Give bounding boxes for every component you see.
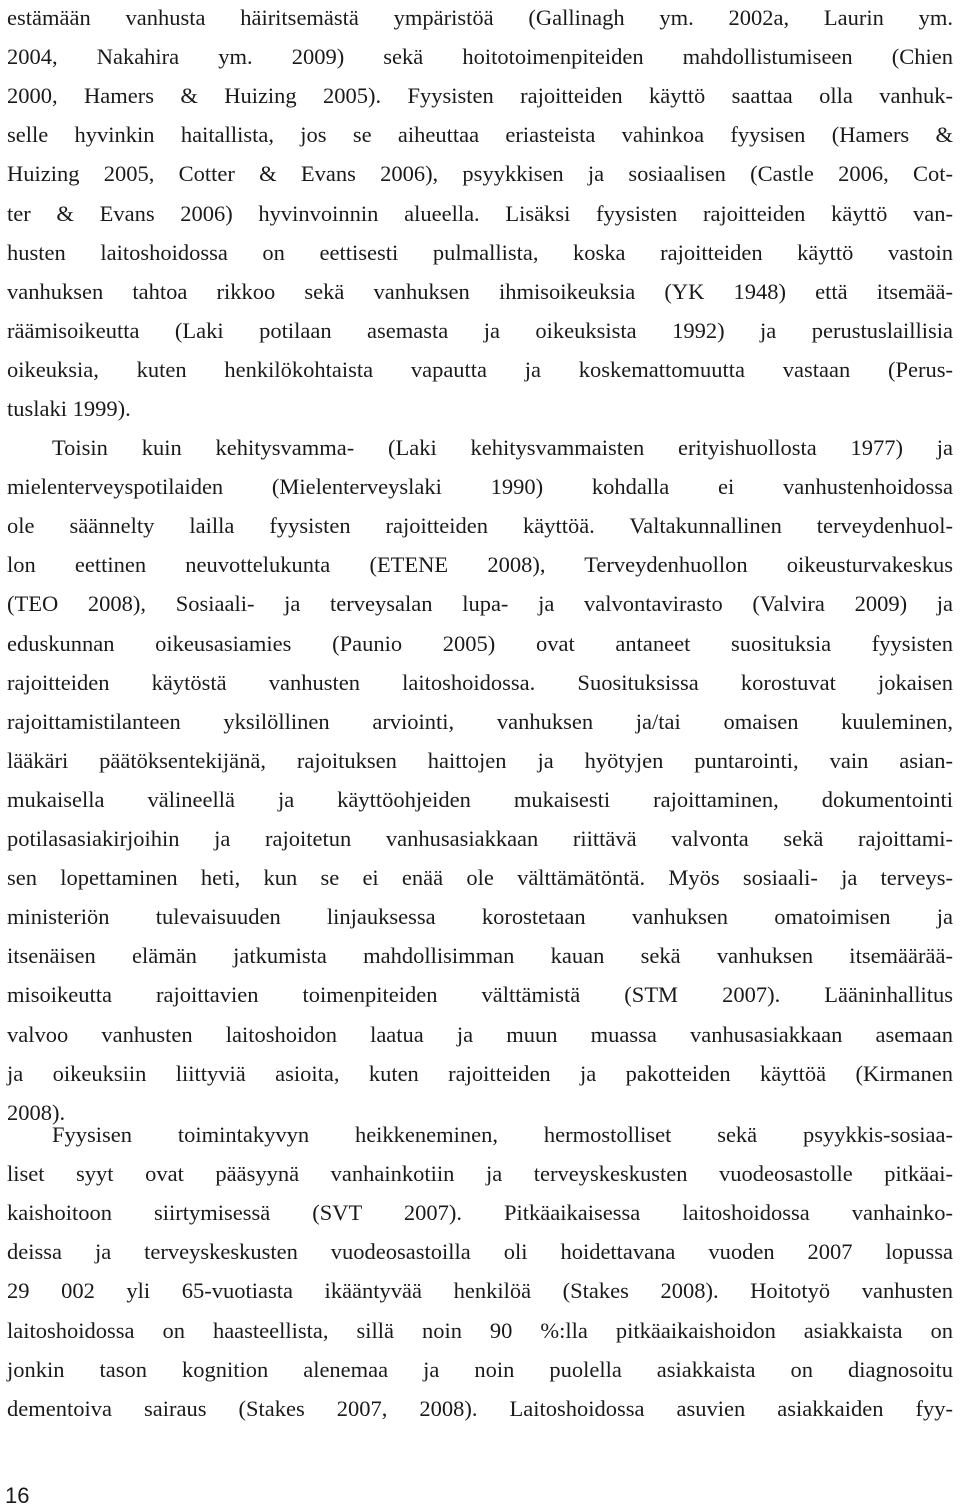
text-line: vanhuksen tahtoa rikkoo sekä vanhuksen ihmisoikeuksia (YK 1948) että itsemää- <box>7 278 953 304</box>
text-line: ter & Evans 2006) hyvinvoinnin alueella. Lisäksi fyysisten rajoitteiden käyttö van- <box>7 200 953 226</box>
text-line: liset syyt ovat pääsyynä vanhainkotiin ja terveyskeskusten vuodeosastolle pitkäai- <box>7 1161 953 1187</box>
text-line: oikeuksia, kuten henkilökohtaista vapautta ja koskemattomuutta vastaan (Perus- <box>7 356 953 382</box>
text-line: lon eettinen neuvottelukunta (ETENE 2008), Terveydenhuollon oikeusturvakeskus <box>7 552 953 578</box>
text-line: jonkin tason kognition alenemaa ja noin puolella asiakkaista on diagnosoitu <box>7 1356 953 1382</box>
text-line: (TEO 2008), Sosiaali- ja terveysalan lupa- ja valvontavirasto (Valvira 2009) ja <box>7 591 953 617</box>
text-line: husten laitoshoidossa on eettisesti pulmallista, koska rajoitteiden käyttö vastoin <box>7 239 953 265</box>
text-line: mukaisella välineellä ja käyttöohjeiden mukaisesti rajoittaminen, dokumentointi <box>7 786 953 812</box>
text-line: sen lopettaminen heti, kun se ei enää ole välttämätöntä. Myös sosiaali- ja terveys- <box>7 865 953 891</box>
text-line: kaishoitoon siirtymisessä (SVT 2007). Pitkäaikaisessa laitoshoidossa vanhainko- <box>7 1200 953 1226</box>
text-line: misoikeutta rajoittavien toimenpiteiden välttämistä (STM 2007). Lääninhallitus <box>7 982 953 1008</box>
text-line: lääkäri päätöksentekijänä, rajoituksen haittojen ja hyötyjen puntarointi, vain asian- <box>7 747 953 773</box>
text-line: selle hyvinkin haitallista, jos se aiheuttaa eriasteista vahinkoa fyysisen (Hamers & <box>7 122 953 148</box>
text-line: tuslaki 1999). <box>7 396 131 421</box>
text-line: Toisin kuin kehitysvamma- (Laki kehitysvammaisten erityishuollosta 1977) ja <box>52 435 953 460</box>
text-line: 2000, Hamers & Huizing 2005). Fyysisten rajoitteiden käyttö saattaa olla vanhuk- <box>7 83 953 109</box>
text-line: 29 002 yli 65-vuotiasta ikääntyvää henkilöä (Stakes 2008). Hoitotyö vanhusten <box>7 1278 953 1304</box>
text-line: estämään vanhusta häiritsemästä ympäristöä (Gallinagh ym. 2002a, Laurin ym. <box>7 5 953 30</box>
text-line: potilasasiakirjoihin ja rajoitetun vanhusasiakkaan riittävä valvonta sekä rajoittami- <box>7 826 953 851</box>
text-line: Fyysisen toimintakyvyn heikkeneminen, hermostolliset sekä psyykkis-sosiaa- <box>52 1122 953 1147</box>
text-line: Huizing 2005, Cotter & Evans 2006), psyykkisen ja sosiaalisen (Castle 2006, Cot- <box>7 161 953 187</box>
text-line: deissa ja terveyskeskusten vuodeosastoilla oli hoidettavana vuoden 2007 lopussa <box>7 1239 953 1265</box>
text-line: räämisoikeutta (Laki potilaan asemasta ja oikeuksista 1992) ja perustuslaillisia <box>7 317 953 343</box>
text-line: dementoiva sairaus (Stakes 2007, 2008). Laitoshoidossa asuvien asiakkaiden fyy- <box>7 1395 953 1421</box>
text-line: valvoo vanhusten laitoshoidon laatua ja muun muassa vanhusasiakkaan asemaan <box>7 1021 953 1047</box>
text-line: mielenterveyspotilaiden (Mielenterveyslaki 1990) kohdalla ei vanhustenhoidossa <box>7 474 953 500</box>
text-line: ministeriön tulevaisuuden linjauksessa korostetaan vanhuksen omatoimisen ja <box>7 904 953 930</box>
text-line: 2008). <box>7 1099 66 1125</box>
page-number: 16 <box>5 1483 30 1508</box>
text-line: ja oikeuksiin liittyviä asioita, kuten rajoitteiden ja pakotteiden käyttöä (Kirmanen <box>7 1060 953 1086</box>
text-line: laitoshoidossa on haasteellista, sillä noin 90 %:lla pitkäaikaishoidon asiakkaista on <box>7 1317 953 1343</box>
text-line: rajoittamistilanteen yksilöllinen arviointi, vanhuksen ja/tai omaisen kuuleminen, <box>7 708 953 734</box>
text-line: ole säännelty lailla fyysisten rajoitteiden käyttöä. Valtakunnallinen terveydenhuol- <box>7 513 953 539</box>
text-line: eduskunnan oikeusasiamies (Paunio 2005) ovat antaneet suosituksia fyysisten <box>7 630 953 656</box>
text-line: 2004, Nakahira ym. 2009) sekä hoitotoimenpiteiden mahdollistumiseen (Chien <box>7 44 953 70</box>
text-line: rajoitteiden käytöstä vanhusten laitoshoidossa. Suosituksissa korostuvat jokaisen <box>7 669 953 695</box>
text-line: itsenäisen elämän jatkumista mahdollisimman kauan sekä vanhuksen itsemäärää- <box>7 943 953 969</box>
